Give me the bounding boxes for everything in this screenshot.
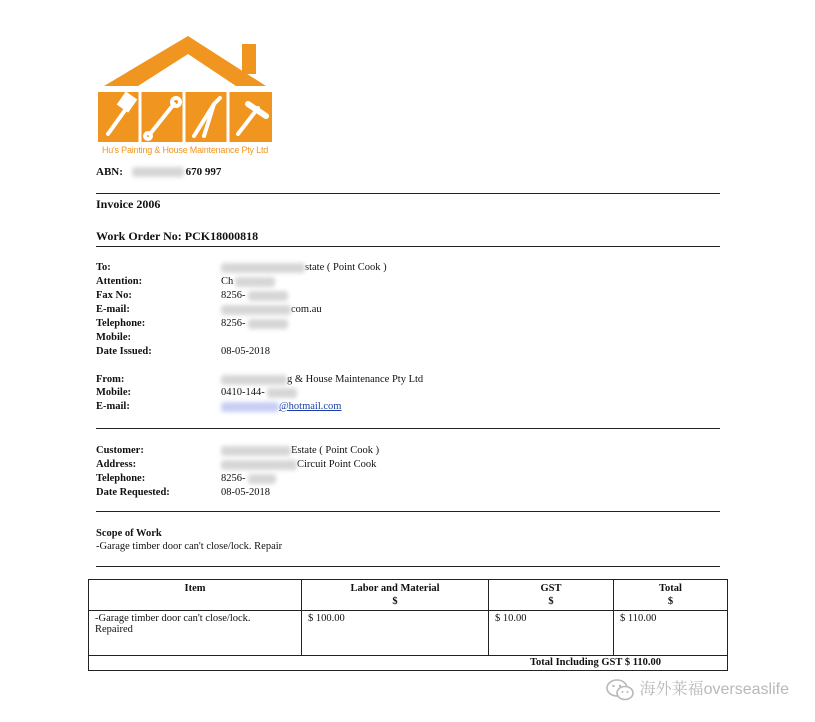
items-table bbox=[88, 579, 728, 671]
header-labor: Labor and Material $ bbox=[302, 580, 489, 611]
watermark bbox=[606, 676, 789, 701]
attention-value: Ch bbox=[221, 276, 234, 287]
table-total-row bbox=[89, 656, 728, 671]
redaction bbox=[248, 291, 288, 301]
customer-value: Estate ( Point Cook ) bbox=[291, 445, 380, 456]
abn bbox=[96, 166, 221, 178]
watermark-text: 海外莱福overseaslife bbox=[639, 681, 789, 698]
cell-labor: $ 100.00 bbox=[302, 611, 489, 656]
redaction bbox=[267, 388, 297, 398]
header-total: Total $ bbox=[614, 580, 728, 611]
cell-total: $ 110.00 bbox=[614, 611, 728, 656]
redaction bbox=[221, 446, 291, 456]
header-item: Item bbox=[89, 580, 302, 611]
to-value: state ( Point Cook ) bbox=[305, 262, 387, 273]
date-requested-value: 08-05-2018 bbox=[221, 487, 270, 498]
from-value: g & House Maintenance Pty Ltd bbox=[287, 374, 424, 385]
invoice-title: Invoice 2006 bbox=[96, 197, 161, 211]
divider bbox=[96, 511, 720, 512]
redaction bbox=[235, 277, 275, 287]
redaction bbox=[221, 402, 279, 412]
fax-value: 8256- bbox=[221, 290, 246, 301]
redaction bbox=[221, 263, 305, 273]
from-mobile-value: 0410-144- bbox=[221, 387, 265, 398]
divider bbox=[96, 246, 720, 247]
abn-number: 670 997 bbox=[185, 166, 222, 178]
redaction bbox=[221, 375, 287, 385]
cell-gst: $ 10.00 bbox=[489, 611, 614, 656]
redaction bbox=[132, 167, 184, 177]
header-gst: GST $ bbox=[489, 580, 614, 611]
scope-title: Scope of Work bbox=[96, 528, 162, 539]
redaction bbox=[248, 474, 276, 484]
redaction bbox=[221, 305, 291, 315]
address-value: Circuit Point Cook bbox=[297, 459, 377, 470]
work-order-number: Work Order No: PCK18000818 bbox=[96, 229, 259, 243]
wechat-icon bbox=[606, 679, 634, 701]
date-issued-value: 08-05-2018 bbox=[221, 346, 270, 357]
table-header-row bbox=[89, 580, 728, 611]
divider bbox=[96, 428, 720, 429]
logo-caption: Hu's Painting & House Maintenance Pty Ltd bbox=[101, 145, 269, 155]
total-including-gst: Total Including GST $ 110.00 bbox=[89, 656, 728, 671]
scope-text: -Garage timber door can't close/lock. Repair bbox=[96, 541, 283, 552]
table-row bbox=[89, 611, 728, 656]
divider bbox=[96, 193, 720, 194]
customer-telephone-value: 8256- bbox=[221, 473, 246, 484]
divider bbox=[96, 566, 720, 567]
redaction bbox=[248, 319, 288, 329]
telephone-value: 8256- bbox=[221, 318, 246, 329]
redaction bbox=[221, 460, 297, 470]
email-value: com.au bbox=[291, 304, 322, 315]
cell-item: -Garage timber door can't close/lock. Repaired bbox=[89, 611, 302, 656]
abn-label: ABN: bbox=[96, 166, 123, 178]
email-link[interactable]: @hotmail.com bbox=[279, 401, 342, 412]
